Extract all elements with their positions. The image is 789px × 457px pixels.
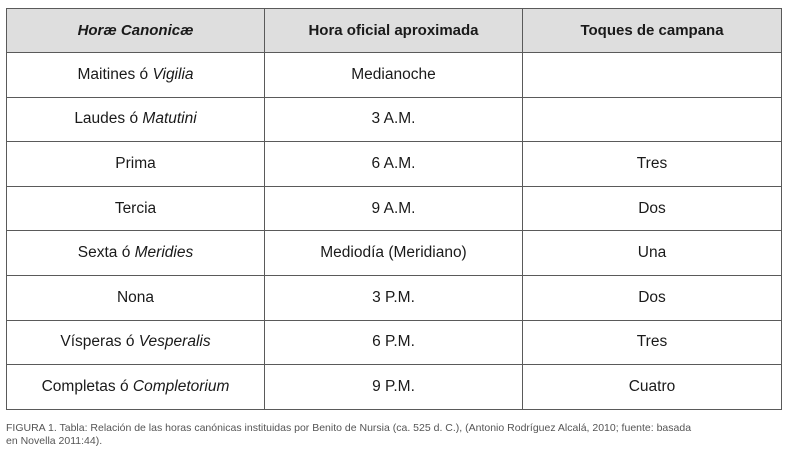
cell-hora: Prima	[7, 142, 265, 187]
cell-oficial: 9 A.M.	[265, 186, 523, 231]
table-header-row	[7, 9, 782, 53]
cell-hora: Completas ó Completorium	[7, 365, 265, 410]
header-hora-oficial: Hora oficial aproximada	[265, 9, 523, 53]
cell-oficial: 6 P.M.	[265, 320, 523, 365]
canonical-hours-table-container	[6, 8, 781, 410]
table-row	[7, 320, 782, 365]
cell-toques: Una	[523, 231, 782, 276]
cell-hora: Laudes ó Matutini	[7, 97, 265, 142]
cell-oficial: 9 P.M.	[265, 365, 523, 410]
cell-hora: Maitines ó Vigilia	[7, 53, 265, 98]
cell-toques: Tres	[523, 320, 782, 365]
canonical-hours-table	[6, 8, 782, 410]
cell-hora: Tercia	[7, 186, 265, 231]
table-row	[7, 142, 782, 187]
table-row	[7, 231, 782, 276]
table-row	[7, 53, 782, 98]
cell-toques	[523, 97, 782, 142]
figure-caption	[6, 422, 784, 448]
cell-oficial: Medianoche	[265, 53, 523, 98]
cell-oficial: 3 P.M.	[265, 275, 523, 320]
cell-oficial: 3 A.M.	[265, 97, 523, 142]
cell-oficial: Mediodía (Meridiano)	[265, 231, 523, 276]
cell-toques: Dos	[523, 186, 782, 231]
cell-toques: Tres	[523, 142, 782, 187]
table-row	[7, 275, 782, 320]
cell-hora: Nona	[7, 275, 265, 320]
header-toques-campana: Toques de campana	[523, 9, 782, 53]
header-horae-canonicae: Horæ Canonicæ	[7, 9, 265, 53]
table-row	[7, 97, 782, 142]
cell-toques: Dos	[523, 275, 782, 320]
cell-oficial: 6 A.M.	[265, 142, 523, 187]
caption-line-1: FIGURA 1. Tabla: Relación de las horas canónicas instituidas por Benito de Nursia (ca. 525 d. C.), (Antonio Rodríguez Alcalá, 2010; fuente: basada	[6, 422, 692, 434]
cell-toques: Cuatro	[523, 365, 782, 410]
cell-hora: Vísperas ó Vesperalis	[7, 320, 265, 365]
table-row	[7, 365, 782, 410]
cell-toques	[523, 53, 782, 98]
cell-hora: Sexta ó Meridies	[7, 231, 265, 276]
caption-line-2: en Novella 2011:44).	[6, 435, 103, 447]
table-row	[7, 186, 782, 231]
